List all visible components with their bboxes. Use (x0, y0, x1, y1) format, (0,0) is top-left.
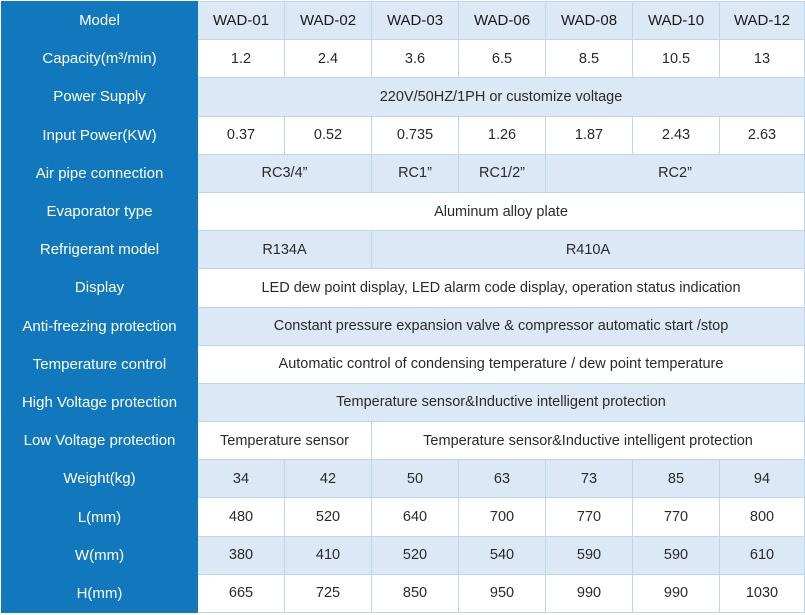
row-header-label: W(mm) (2, 536, 198, 574)
table-cell: 990 (633, 574, 720, 612)
table-row (2, 154, 805, 192)
table-cell: 725 (285, 574, 372, 612)
table-row (2, 2, 805, 40)
table-cell: 73 (546, 460, 633, 498)
table-row (2, 269, 805, 307)
table-cell: Aluminum alloy plate (198, 192, 805, 230)
table-cell: 590 (633, 536, 720, 574)
table-row (2, 422, 805, 460)
table-cell: R410A (372, 231, 805, 269)
table-cell: Temperature sensor&Inductive intelligent protection (198, 383, 805, 421)
table-cell: 800 (720, 498, 805, 536)
table-cell: 520 (372, 536, 459, 574)
table-cell: 380 (198, 536, 285, 574)
table-cell: 520 (285, 498, 372, 536)
table-cell: 1030 (720, 574, 805, 612)
table-cell: 6.5 (459, 40, 546, 78)
row-header-label: Input Power(KW) (2, 116, 198, 154)
table-cell: RC3/4” (198, 154, 372, 192)
table-cell: 410 (285, 536, 372, 574)
table-cell: RC2” (546, 154, 805, 192)
table-cell: 700 (459, 498, 546, 536)
table-cell: 590 (546, 536, 633, 574)
table-cell: 42 (285, 460, 372, 498)
table-row (2, 192, 805, 230)
table-row (2, 498, 805, 536)
table-cell: LED dew point display, LED alarm code display, operation status indication (198, 269, 805, 307)
table-row (2, 345, 805, 383)
table-cell: 63 (459, 460, 546, 498)
table-cell: 540 (459, 536, 546, 574)
table-cell: Automatic control of condensing temperature / dew point temperature (198, 345, 805, 383)
table-cell: RC1” (372, 154, 459, 192)
table-cell: 8.5 (546, 40, 633, 78)
table-cell: R134A (198, 231, 372, 269)
specification-table (1, 1, 805, 613)
table-row (2, 40, 805, 78)
row-header-label: Air pipe connection (2, 154, 198, 192)
row-header-label: Temperature control (2, 345, 198, 383)
table-cell: 220V/50HZ/1PH or customize voltage (198, 78, 805, 116)
table-cell: 770 (633, 498, 720, 536)
table-cell: 1.26 (459, 116, 546, 154)
table-cell: 85 (633, 460, 720, 498)
row-header-label: Weight(kg) (2, 460, 198, 498)
column-header-cell: WAD-06 (459, 2, 546, 40)
column-header-cell: WAD-12 (720, 2, 805, 40)
table-cell: Constant pressure expansion valve & compressor automatic start /stop (198, 307, 805, 345)
table-cell: 2.4 (285, 40, 372, 78)
table-cell: 0.735 (372, 116, 459, 154)
row-header-label: High Voltage protection (2, 383, 198, 421)
table-row (2, 307, 805, 345)
table-cell: 2.63 (720, 116, 805, 154)
row-header-label: Model (2, 2, 198, 40)
table-row (2, 460, 805, 498)
table-row (2, 574, 805, 612)
row-header-label: Evaporator type (2, 192, 198, 230)
row-header-label: H(mm) (2, 574, 198, 612)
table-row (2, 116, 805, 154)
table-cell: 950 (459, 574, 546, 612)
table-row (2, 383, 805, 421)
table-row (2, 78, 805, 116)
row-header-label: Display (2, 269, 198, 307)
table-cell: 770 (546, 498, 633, 536)
table-cell: 850 (372, 574, 459, 612)
table-cell: 610 (720, 536, 805, 574)
table-cell: 640 (372, 498, 459, 536)
column-header-cell: WAD-08 (546, 2, 633, 40)
table-cell: RC1/2” (459, 154, 546, 192)
table-row (2, 536, 805, 574)
row-header-label: L(mm) (2, 498, 198, 536)
table-cell: 3.6 (372, 40, 459, 78)
column-header-cell: WAD-10 (633, 2, 720, 40)
table-cell: 1.87 (546, 116, 633, 154)
table-cell: 10.5 (633, 40, 720, 78)
table-cell: 94 (720, 460, 805, 498)
table-cell: 1.2 (198, 40, 285, 78)
table-cell: 2.43 (633, 116, 720, 154)
row-header-label: Anti-freezing protection (2, 307, 198, 345)
table-cell: 990 (546, 574, 633, 612)
row-header-label: Refrigerant model (2, 231, 198, 269)
row-header-label: Low Voltage protection (2, 422, 198, 460)
table-cell: 34 (198, 460, 285, 498)
table-cell: 480 (198, 498, 285, 536)
table-cell: Temperature sensor&Inductive intelligent protection (372, 422, 805, 460)
column-header-cell: WAD-03 (372, 2, 459, 40)
column-header-cell: WAD-02 (285, 2, 372, 40)
row-header-label: Power Supply (2, 78, 198, 116)
table-row (2, 231, 805, 269)
table-cell: 665 (198, 574, 285, 612)
table-cell: Temperature sensor (198, 422, 372, 460)
column-header-cell: WAD-01 (198, 2, 285, 40)
table-cell: 0.52 (285, 116, 372, 154)
table-cell: 13 (720, 40, 805, 78)
table-cell: 50 (372, 460, 459, 498)
table-cell: 0.37 (198, 116, 285, 154)
row-header-label: Capacity(m³/min) (2, 40, 198, 78)
table-body (2, 2, 805, 613)
